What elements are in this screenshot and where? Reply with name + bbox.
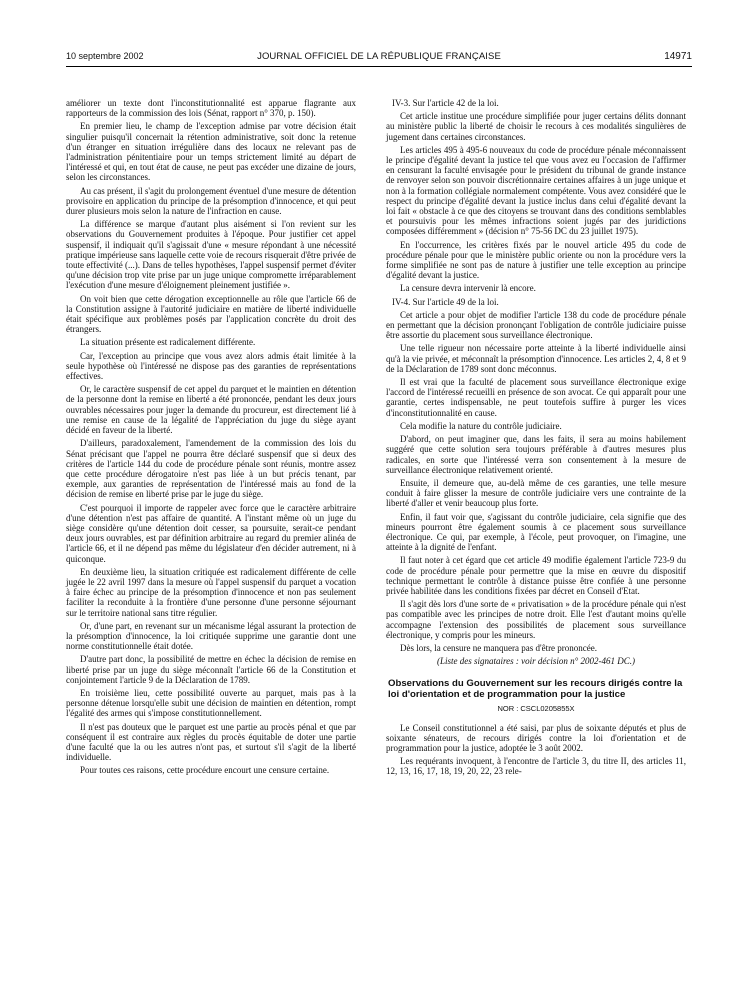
- observations-title: Observations du Gouvernement sur les recours dirigés contre la loi d'orientation et de programmation pour la justice: [388, 678, 683, 701]
- paragraph: La situation présente est radicalement différente.: [80, 337, 256, 348]
- paragraph: Il est vrai que la faculté de placement sous surveillance électronique exige l'accord de l'intéressé recueilli en présence de son avocat. Ce qui apparaît pour une garantie, certes indispensable, ne peut toutefois suffire à purger les vices d'inconstitutionnalité en cause.: [386, 377, 686, 418]
- paragraph: D'abord, on peut imaginer que, dans les faits, il sera au moins habilement suggéré que cette solution sera toujours préférable à d'autres mesures plus radicales, en sorte que l'intéressé verra son consentement à la mesure de surveillance électronique relativement orienté.: [386, 434, 686, 475]
- paragraph: La différence se marque d'autant plus aisément si l'on revient sur les observations du Gouvernement produites à l'époque. Pour justifier cet appel suspensif, il indiquait qu'il s'agissait d'une « mesure répondant à une nécessité pratique impérieuse sans laquelle cette voie de recours risquerait d'être privée de toute effectivité (...). Dans de telles hypothèses, l'appel suspensif permet d'éviter qu'une décision trop vite prise par un juge unique compromette irréparablement l'exécution d'une mesure d'éloignement pleinement justifiée ».: [66, 219, 356, 291]
- section-heading: IV-4. Sur l'article 49 de la loi.: [392, 296, 499, 307]
- paragraph: Enfin, il faut voir que, s'agissant du contrôle judiciaire, cela signifie que des mineurs pourront être également soumis à ce placement sous surveillance électronique. Ce qui, par exemple, à l'école, peut provoquer, on l'imagine, une atteinte à la dignité de l'enfant.: [386, 511, 686, 553]
- paragraph: On voit bien que cette dérogation exceptionnelle au rôle que l'article 66 de la Constitution assigne à l'autorité judiciaire en matière de liberté individuelle était spécifique aux problèmes posés par l'application concrète du droit des étrangers.: [66, 293, 356, 335]
- journal-title: JOURNAL OFFICIEL DE LA RÉPUBLIQUE FRANÇAISE: [257, 51, 501, 62]
- paragraph: D'autre part donc, la possibilité de mettre en échec la décision de remise en liberté prise par un juge du siège méconnaît l'article 66 de la Constitution et conjointement l'article 9 de la Déclaration de 1789.: [66, 654, 356, 685]
- paragraph: Les requérants invoquent, à l'encontre de l'article 3, du titre II, des articles 11, 12, 13, 16, 17, 18, 19, 20, 22, 23 rele-: [386, 756, 686, 777]
- paragraph: En deuxième lieu, la situation critiquée est radicalement différente de celle jugée le 22 avril 1997 dans la mesure où l'appel suspensif du parquet a vocation à faire échec au principe de la présomption d'innocence et non pas seulement faciliter la reconduite à la frontière d'une personne d'une personne séjournant sur le territoire national sans titre régulier.: [66, 566, 356, 618]
- paragraph: En l'occurrence, les critères fixés par le nouvel article 495 du code de procédure pénale pour que le ministère public oriente ou non la procédure vers la forme simplifiée ne sont pas de nature à justifier une telle exception au principe d'égalité devant la justice.: [386, 239, 686, 281]
- section-heading: IV-3. Sur l'article 42 de la loi.: [392, 98, 499, 108]
- paragraph: Il faut noter à cet égard que cet article 49 modifie également l'article 723-9 du code de procédure pénale pour permettre que la mise en œuvre du dispositif technique permettant le contrôle à distance puisse être confiée à une personne privée habilitée dans les conditions fixées par décret en Conseil d'Etat.: [386, 555, 686, 596]
- paragraph: Une telle rigueur non nécessaire porte atteinte à la liberté individuelle ainsi qu'à la vie privée, et méconnaît la présomption d'innocence. Les articles 2, 4, 8 et 9 de la Déclaration de 1789 sont donc méconnus.: [386, 343, 686, 374]
- nor-reference: NOR : CSCL0205855X: [497, 704, 575, 714]
- paragraph: En troisième lieu, cette possibilité ouverte au parquet, mais pas à la personne détenue lorsqu'elle subit une décision de maintien en détention, rompt l'égalité des armes qui s'impose constitutionnellement.: [66, 687, 356, 719]
- paragraph: La censure devra intervenir là encore.: [400, 283, 536, 294]
- paragraph: Or, le caractère suspensif de cet appel du parquet et le maintien en détention de la personne dont la remise en liberté a été prononcée, pendant les deux jours ouvrables nécessaires pour juger la demande du procureur, est directement lié à une remise en cause de la légalité de l'appréciation du juge du siège ayant décidé en faveur de la liberté.: [66, 384, 356, 436]
- paragraph: C'est pourquoi il importe de rappeler avec force que le caractère arbitraire d'une détention n'est pas affaire de quantité. A l'instant même où un juge du siège considère qu'une détention doit cesser, sa poursuite, serait-ce pendant deux jours ouvrables, est par définition arbitraire au regard du premier alinéa de l'article 66, et il ne dépend pas même du législateur d'en décider autrement, ni à quiconque.: [66, 502, 356, 564]
- paragraph: améliorer un texte dont l'inconstitutionnalité est apparue flagrante aux rapporteurs de la commission des lois (Sénat, rapport n° 370, p. 150).: [66, 98, 356, 119]
- paragraph: Cet article institue une procédure simplifiée pour juger certains délits donnant au ministère public la liberté de choisir le recours à ces modalités singulières de jugement dans certaines circonstances.: [386, 111, 686, 142]
- paragraph: Cela modifie la nature du contrôle judiciaire.: [400, 420, 562, 431]
- paragraph: Il s'agit dès lors d'une sorte de « privatisation » de la procédure pénale qui n'est pas compatible avec les principes de notre droit. Elle l'est d'autant moins qu'elle accompagne l'extension des possibilités de placement sous surveillance électronique, y compris pour les mineurs.: [386, 599, 686, 640]
- paragraph: Car, l'exception au principe que vous avez alors admis était limitée à la seule hypothèse où l'intéressé ne dispose pas des garanties de représentations effectives.: [66, 350, 356, 382]
- header-date: 10 septembre 2002: [66, 51, 144, 61]
- paragraph: Le Conseil constitutionnel a été saisi, par plus de soixante députés et plus de soixante sénateurs, de recours dirigés contre la loi d'orientation et de programmation pour la justice, adoptée le 3 août 2002.: [386, 722, 686, 753]
- paragraph: Au cas présent, il s'agit du prolongement éventuel d'une mesure de détention provisoire en application du principe de la présomption d'innocence, et qui peut durer plusieurs mois selon la nature de l'infraction en cause.: [66, 185, 356, 217]
- header-rule: [66, 66, 692, 67]
- right-column: [386, 98, 686, 780]
- left-column: [66, 98, 356, 779]
- paragraph: Dès lors, la censure ne manquera pas d'être prononcée.: [400, 642, 598, 653]
- page-number: 14971: [664, 51, 692, 62]
- paragraph: Or, d'une part, en revenant sur un mécanisme légal assurant la protection de la présomption d'innocence, la loi critiquée supprime une garantie dont une norme constitutionnelle était dotée.: [66, 620, 356, 652]
- paragraph: Ensuite, il demeure que, au-delà même de ces garanties, une telle mesure conduit à faire glisser la mesure de contrôle judiciaire vers une contrainte de la liberté d'aller et venir beaucoup plus forte.: [386, 477, 686, 509]
- paragraph: En premier lieu, le champ de l'exception admise par votre décision était singulier puisqu'il concernait la rétention administrative, soit donc la retenue d'un étranger en situation irrégulière dans des locaux ne relevant pas de l'administration pénitentiaire pour un temps strictement limité au départ de l'intéressé et qui, en tout état de cause, ne peut pas excéder une dizaine de jours, selon les circonstances.: [66, 121, 356, 183]
- page-header: [66, 51, 692, 65]
- paragraph: Les articles 495 à 495-6 nouveaux du code de procédure pénale méconnaissent le principe d'égalité devant la justice tel que vous avez eu l'occasion de l'affirmer en censurant la faculté envisagée pour le président du tribunal de grande instance de renvoyer selon son pouvoir discrétionnaire certaines affaires à un juge unique et non à la formation collégiale normalement compétente. Vous avez considéré que le respect du principe d'égalité devant la justice inclus dans celui d'égalité devant la loi fait « obstacle à ce que des citoyens se trouvant dans des conditions semblables et poursuivis pour les mêmes infractions soient jugés par des juridictions composées différemment » (décision n° 75-56 DC du 23 juillet 1975).: [386, 144, 686, 237]
- paragraph: Cet article a pour objet de modifier l'article 138 du code de procédure pénale en permettant que la décision prononçant l'obligation de contrôle judiciaire puisse être assortie du placement sous surveillance électronique.: [386, 309, 686, 341]
- signatories-note: (Liste des signataires : voir décision n° 2002-461 DC.): [437, 656, 635, 667]
- paragraph: Pour toutes ces raisons, cette procédure encourt une censure certaine.: [80, 765, 330, 776]
- paragraph: D'ailleurs, paradoxalement, l'amendement de la commission des lois du Sénat précisant que l'appel ne pourra être déclaré suspensif que si deux des critères de l'article 144 du code de procédure pénale sont réunis, montre assez que cette procédure dérogatoire n'est pas liée à un but précis tenant, par exemple, aux garanties de représentation de l'intéressé mais au fond de la décision de remise en liberté prise par le juge du siège.: [66, 438, 356, 500]
- paragraph: Il n'est pas douteux que le parquet est une partie au procès pénal et que par conséquent il est contraire aux règles du procès équitable de doter une partie d'une faculté que la ou les autres n'ont pas, et surtout s'il s'agit de la liberté individuelle.: [66, 721, 356, 763]
